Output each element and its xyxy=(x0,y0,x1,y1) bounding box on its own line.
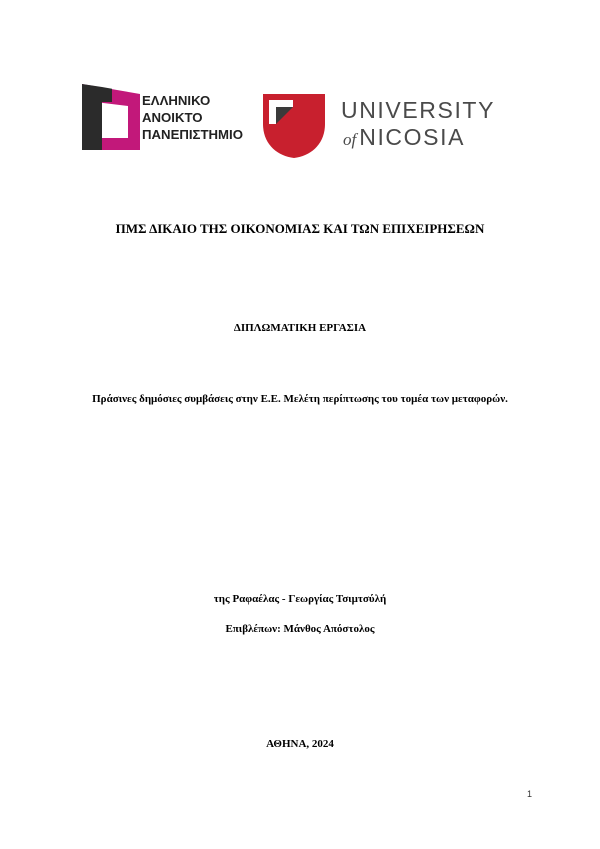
eap-logo-line: ΠΑΝΕΠΙΣΤΗΜΙΟ xyxy=(142,127,243,142)
eap-logo-text xyxy=(142,92,243,143)
unic-logo-line1: UNIVERSITY xyxy=(341,97,496,123)
author-line: της Ραφαέλας - Γεωργίας Τσιμτσύλή xyxy=(213,593,387,605)
supervisor-line: Επιβλέπων: Μάνθος Απόστολος xyxy=(225,623,375,635)
unic-shield-icon xyxy=(263,94,325,158)
place-date: ΑΘΗΝΑ, 2024 xyxy=(266,738,334,750)
program-title: ΠΜΣ ΔΙΚΑΙΟ ΤΗΣ ΟΙΚΟΝΟΜΙΑΣ ΚΑΙ ΤΩΝ ΕΠΙΧΕΙΡΗΣΕΩΝ xyxy=(115,221,485,236)
thesis-title: Πράσινες δημόσιες συμβάσεις στην Ε.Ε. Μελέτη περίπτωσης του τομέα των μεταφορών. xyxy=(92,393,508,405)
page-number: 1 xyxy=(526,789,532,799)
unic-logo xyxy=(263,94,496,160)
eap-logo-line: ΕΛΛΗΝΙΚΟ xyxy=(142,93,211,108)
eap-logo-icon xyxy=(82,84,140,150)
unic-logo-of: of xyxy=(343,130,357,149)
eap-logo xyxy=(82,84,247,150)
document-type: ΔΙΠΛΩΜΑΤΙΚΗ ΕΡΓΑΣΙΑ xyxy=(233,322,367,334)
unic-logo-line2 xyxy=(343,124,465,151)
eap-logo-line: ΑΝΟΙΚΤΟ xyxy=(142,110,203,125)
unic-logo-nicosia: NICOSIA xyxy=(359,124,466,150)
